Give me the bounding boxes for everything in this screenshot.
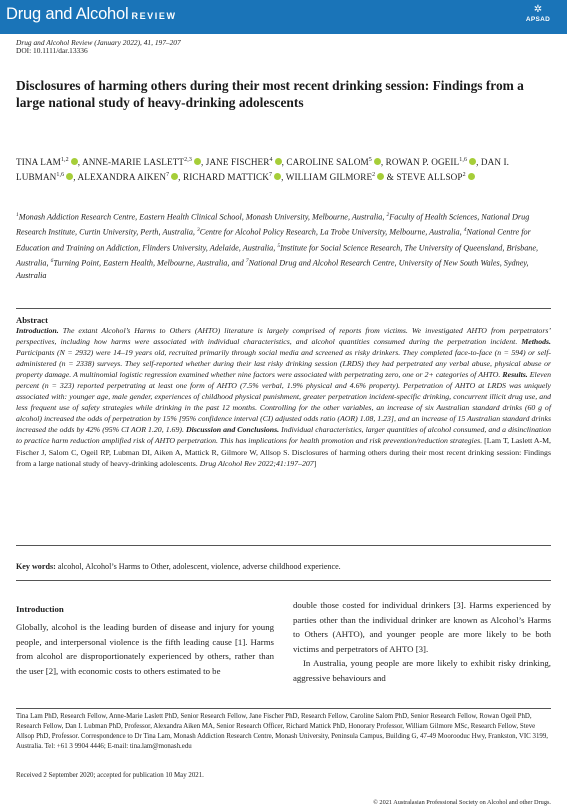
orcid-icon[interactable] — [275, 158, 282, 165]
author-name: CAROLINE SALOM — [286, 157, 369, 168]
author-separator: , — [200, 157, 206, 168]
affiliation-text: National Centre for Education and Training on Addiction, Flinders University, Adelaide, Australia, — [16, 228, 531, 253]
abstract-discussion: Individual characteristics, larger quantities of alcohol consumed, and a disinclination to practice harm reduction amplified risk of AHTO perpetration. This has implications for health promotion and risk prevention/reduction strategies. — [16, 425, 551, 446]
orcid-icon[interactable] — [468, 173, 475, 180]
author-name: DAN I. LUBMAN — [16, 157, 510, 183]
apsad-logo-icon: ✲ — [533, 4, 543, 15]
author-name: RICHARD MATTICK — [182, 172, 269, 183]
affiliation-text: Faculty of Health Sciences, National Drug Research Institute, Curtin University, Perth, Australia, — [16, 212, 530, 238]
author-separator: , — [380, 157, 386, 168]
author-affiliation-number: 7 — [268, 172, 273, 179]
orcid-icon[interactable] — [274, 173, 281, 180]
author-separator: , — [281, 172, 286, 183]
affiliations — [16, 209, 551, 283]
affiliation-number: 2 — [386, 212, 390, 218]
abstract-introduction-label: Introduction. — [16, 326, 59, 335]
abstract-introduction: The extant Alcohol’s Harms to Others (AHTO) literature is largely comprised of reports from victims. We investigated AHTO from perpetrators’ perspectives, including how harms were associated with individual characteristics, and alcohol quantities consumed during the perpetration incident. — [16, 326, 551, 347]
body-column-right — [293, 598, 551, 686]
affiliation-number: 1 — [16, 212, 19, 218]
affiliation-number: 7 — [245, 257, 249, 264]
introduction-heading: Introduction — [16, 604, 64, 614]
author-separator: , — [178, 172, 183, 183]
body-paragraph: Globally, alcohol is the leading burden of disease and injury for young people, and interpersonal violence is the fifth leading cause [1]. Harms from alcohol are disproportionately experienced by others, rather than the user [2], with economic costs to others estimated to be — [16, 622, 274, 676]
body-column-left — [16, 620, 274, 678]
journal-citation: Drug and Alcohol Review (January 2022), 41, 197–207 — [16, 38, 181, 47]
body-paragraph: In Australia, young people are more likely to exhibit risky drinking, aggressive behaviours and — [293, 658, 551, 683]
abstract-citation-journal: Drug Alcohol Rev 2022;41:197–207 — [199, 458, 314, 468]
author-separator: , — [77, 157, 83, 168]
orcid-icon[interactable] — [194, 158, 201, 165]
author-affiliation-number: 1,2 — [60, 157, 69, 163]
author-name: STEVE ALLSOP — [396, 172, 463, 183]
abstract-heading: Abstract — [16, 315, 48, 325]
author-name: ALEXANDRA AIKEN — [77, 172, 167, 183]
apsad-logo — [521, 4, 555, 32]
affiliation-number: 6 — [50, 257, 54, 264]
doi[interactable]: DOI: 10.1111/dar.13336 — [16, 46, 88, 55]
abstract-bottom-rule — [16, 545, 551, 546]
keywords-label: Key words: — [16, 562, 56, 571]
author-affiliation-number: 1,6 — [56, 172, 65, 179]
author-separator: , — [73, 172, 78, 183]
author-affiliation-number: 5 — [368, 157, 372, 163]
author-affiliation-number: 1,6 — [459, 157, 468, 163]
author-affiliation-number: 2 — [462, 172, 466, 179]
author-name: ROWAN P. OGEIL — [385, 157, 460, 168]
affiliation-text: Institute for Social Science Research, The University of Queensland, Brisbane, Australia, — [16, 243, 539, 268]
author-affiliation-number: 7 — [166, 172, 170, 179]
affiliation-number: 4 — [463, 227, 467, 234]
author-separator: & — [384, 172, 397, 183]
author-footnote: Tina Lam PhD, Research Fellow, Anne-Marie Laslett PhD, Senior Research Fellow, Jane Fischer PhD, Research Fellow, Caroline Salom PhD, Senior Research Fellow, Rowan Ogeil PhD, Research Fellow, Dan I. Lubman PhD, Professor, Alexandra Aiken MA, Senior Research Officer, Richard Mattick PhD, Honorary Professor, William Gilmore MSc, Research Fellow, Steve Allsop PhD, Professor. Correspondence to Dr Tina Lam, Monash Addiction Research Centre, Monash University, Peninsula Campus, Building G, 47-49 Moorooduc Hwy, Frankston, VIC 3199, Australia. Tel: +61 3 9904 4446; E-mail: tina.lam@monash.edu — [16, 713, 549, 750]
copyright: © 2021 Australasian Professional Society on Alcohol and other Drugs. — [373, 799, 551, 806]
orcid-icon[interactable] — [374, 158, 381, 165]
abstract-discussion-label: Discussion and Conclusions. — [185, 425, 280, 435]
article-title: Disclosures of harming others during their most recent drinking session: Findings from a large national study of heavy-drinking adolescents — [16, 78, 524, 110]
keywords-text: alcohol, Alcohol’s Harms to Other, adolescent, violence, adverse childhood experience. — [55, 562, 341, 571]
abstract-citation-end: ] — [313, 458, 317, 468]
body-paragraph: double those costed for individual drinkers [3]. Harms experienced by parties other than the individual drinker are known as Alcohol’s Harms to Others (AHTO), and younger people are more likely to be both victims and perpetrators of AHTO [3]. — [293, 600, 551, 654]
received-date: Received 2 September 2020; accepted for publication 10 May 2021. — [16, 772, 204, 779]
author-name: WILLIAM GILMORE — [285, 172, 373, 183]
journal-title — [6, 5, 177, 24]
affiliation-text: Monash Addiction Research Centre, Eastern Health Clinical School, Monash University, Melbourne, Australia, — [18, 212, 387, 222]
keywords — [16, 562, 341, 571]
abstract-methods-label: Methods. — [521, 337, 551, 347]
affiliation-text: Centre for Alcohol Policy Research, La Trobe University, Melbourne, Australia, — [199, 228, 464, 238]
author-separator: , — [476, 157, 481, 168]
orcid-icon[interactable] — [71, 158, 78, 165]
footnote-rule — [16, 708, 551, 709]
affiliation-number: 5 — [277, 242, 281, 249]
abstract-results: Eleven percent (n = 323) reported perpetrating at least one form of AHTO (7.5% verbal, 1.9% physical and 4.6% property). Perpetration of AHTO at LRDS was uniquely associated with: younger age, male gender, experiences of childhood physical punishment, greater perpetration incident-specific drinking, concurrent illicit drug use, and less frequent use of safety strategies while drinking in the past 12 months. Controlling for the other variables, an increase of six Australian standard drinks (60 g of alcohol) increased the odds of perpetration by 15% [95% confidence interval (CI) adjusted odds ratio (AOR) 1.08, 1.23], and an increase of 15 Australian standard drinks increased the odds by 42% (95% CI AOR 1.20, 1.69). — [16, 370, 551, 435]
affiliation-text: National Drug and Alcohol Research Centre, University of New South Wales, Sydney, Australia — [16, 258, 529, 281]
author-separator: , — [281, 157, 287, 168]
journal-review-label: REVIEW — [131, 11, 177, 21]
journal-banner — [0, 0, 567, 34]
author-affiliation-number: 2 — [372, 172, 376, 179]
author-name: ANNE-MARIE LASLETT — [82, 157, 185, 168]
keywords-rule — [16, 580, 551, 581]
author-affiliation-number: 2,3 — [184, 157, 192, 163]
abstract-top-rule — [16, 308, 551, 309]
author-list — [16, 154, 556, 184]
journal-name: Drug and Alcohol — [6, 5, 129, 23]
author-affiliation-number: 4 — [269, 157, 273, 163]
abstract-text — [16, 325, 551, 469]
abstract-citation: [Lam T, Laslett A-M, Fischer J, Salom C, Ogeil RP, Lubman DI, Aiken A, Mattick R, Gilmore W, Allsop S. Disclosures of harming others during their most recent drinking session: Findings from a large national study of heavy-drinking adolescents. — [16, 436, 551, 468]
affiliation-text: Turning Point, Eastern Health, Melbourne, Australia, and — [53, 258, 246, 268]
author-name: JANE FISCHER — [205, 157, 270, 168]
affiliation-number: 3 — [197, 227, 200, 234]
abstract-methods: Participants (N = 2932) were 14–19 years old, recruited primarily through social media and screened as risky drinkers. They completed face-to-face (n = 594) or self-administered (n = 2338) surveys. They self-reported whether during their last risky drinking session (LRDS) they had perpetrated any verbal abuse, physical abuse or property damage. A multinomial logistic regression examined whether nine factors were associated with perpetrating zero, one or 2+ categories of AHTO. — [16, 348, 551, 380]
abstract-results-label: Results. — [502, 370, 528, 380]
apsad-logo-text: APSAD — [525, 16, 551, 23]
author-name: TINA LAM — [16, 157, 61, 168]
